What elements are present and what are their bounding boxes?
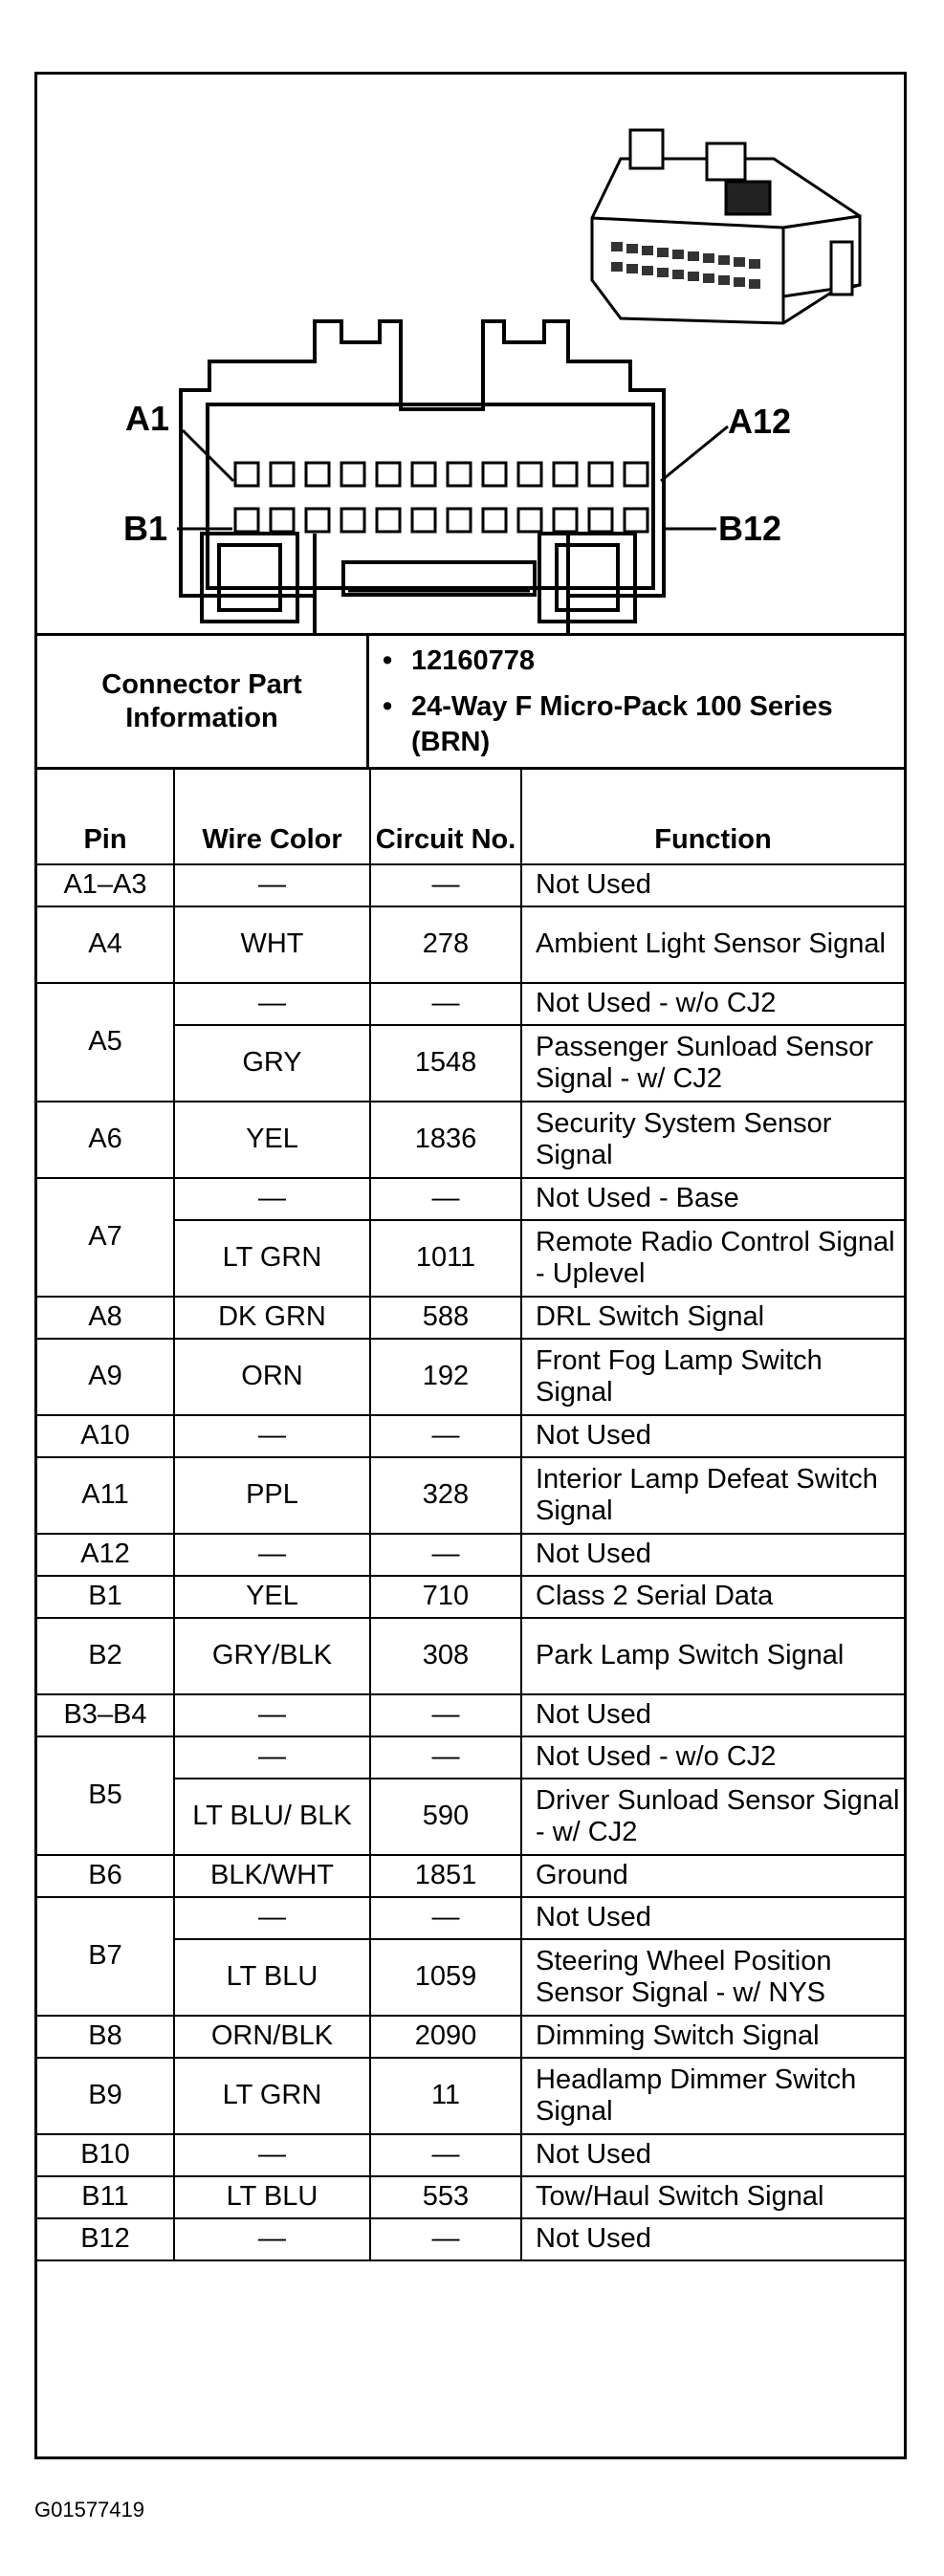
table-row — [37, 1618, 904, 1694]
cell-circuit-no: — — [370, 1534, 521, 1576]
cell-circuit-no: — — [370, 1736, 521, 1779]
table-header-row — [37, 770, 904, 864]
cell-pin: B2 — [37, 1618, 174, 1694]
cell-wire-color: ORN/BLK — [174, 2016, 370, 2058]
cell-function: Not Used — [521, 1415, 904, 1457]
cell-function: Remote Radio Control Signal - Uplevel — [521, 1220, 904, 1297]
cell-pin: B10 — [37, 2134, 174, 2176]
table-row — [37, 2218, 904, 2260]
table-row — [37, 2176, 904, 2218]
cell-circuit-no: 553 — [370, 2176, 521, 2218]
cavity-a6 — [412, 463, 435, 486]
connector-3d-sketch — [592, 130, 860, 323]
cavity-b12 — [625, 509, 648, 532]
cell-circuit-no: 1548 — [370, 1025, 521, 1102]
cell-wire-color: BLK/WHT — [174, 1855, 370, 1897]
part-number: • 12160778 — [411, 644, 904, 678]
cell-wire-color: — — [174, 1736, 370, 1779]
cell-function: Park Lamp Switch Signal — [521, 1618, 904, 1694]
cavity-a12 — [625, 463, 648, 486]
cavity-a10 — [554, 463, 577, 486]
table-row — [37, 864, 904, 906]
cell-pin: B5 — [37, 1736, 174, 1855]
cell-circuit-no: 278 — [370, 906, 521, 983]
table-row — [37, 983, 904, 1025]
cell-function: Not Used — [521, 2218, 904, 2260]
header-circuit-no: Circuit No. — [370, 770, 521, 864]
cell-function: Tow/Haul Switch Signal — [521, 2176, 904, 2218]
cell-circuit-no: 192 — [370, 1339, 521, 1415]
label-a12: A12 — [728, 402, 792, 441]
table-row — [37, 1339, 904, 1415]
cell-circuit-no: 11 — [370, 2058, 521, 2134]
cell-function: Dimming Switch Signal — [521, 2016, 904, 2058]
cell-circuit-no: 1011 — [370, 1220, 521, 1297]
connector-info-label: Connector Part Information — [37, 636, 369, 767]
table-row — [37, 1534, 904, 1576]
cell-circuit-no: 2090 — [370, 2016, 521, 2058]
cell-function: Not Used — [521, 1897, 904, 1939]
cell-circuit-no: — — [370, 2134, 521, 2176]
cell-wire-color: YEL — [174, 1102, 370, 1178]
cell-wire-color: — — [174, 983, 370, 1025]
pinout-table — [37, 770, 904, 2261]
cell-function: Passenger Sunload Sensor Signal - w/ CJ2 — [521, 1025, 904, 1102]
connector-part-information — [37, 636, 904, 770]
cell-circuit-no: 1836 — [370, 1102, 521, 1178]
cavity-a2 — [271, 463, 294, 486]
cell-circuit-no: 308 — [370, 1618, 521, 1694]
header-pin: Pin — [37, 770, 174, 864]
cell-pin: B7 — [37, 1897, 174, 2016]
connector-diagram — [37, 75, 904, 636]
cavity-b2 — [271, 509, 294, 532]
cavity-a7 — [448, 463, 471, 486]
cavity-a5 — [377, 463, 400, 486]
cavity-a4 — [341, 463, 364, 486]
cell-circuit-no: — — [370, 1897, 521, 1939]
cell-wire-color: GRY/BLK — [174, 1618, 370, 1694]
cell-circuit-no: — — [370, 1694, 521, 1736]
cell-circuit-no: — — [370, 1415, 521, 1457]
cell-pin: B6 — [37, 1855, 174, 1897]
cell-wire-color: LT BLU — [174, 2176, 370, 2218]
cell-wire-color: — — [174, 1534, 370, 1576]
cell-function: Not Used - Base — [521, 1178, 904, 1220]
cavity-b9 — [518, 509, 541, 532]
cell-pin: A12 — [37, 1534, 174, 1576]
cell-function: DRL Switch Signal — [521, 1297, 904, 1339]
table-row — [37, 1178, 904, 1220]
cell-pin: B1 — [37, 1576, 174, 1618]
cell-pin: B11 — [37, 2176, 174, 2218]
header-function: Function — [521, 770, 904, 864]
cell-pin: A6 — [37, 1102, 174, 1178]
cavity-b6 — [412, 509, 435, 532]
cavity-b5 — [377, 509, 400, 532]
cell-function: Not Used - w/o CJ2 — [521, 1736, 904, 1779]
header-wire-color: Wire Color — [174, 770, 370, 864]
cell-circuit-no: — — [370, 864, 521, 906]
cell-circuit-no: 590 — [370, 1779, 521, 1855]
cell-circuit-no: 1059 — [370, 1939, 521, 2016]
cell-pin: A4 — [37, 906, 174, 983]
cell-function: Not Used — [521, 2134, 904, 2176]
cavity-a11 — [589, 463, 612, 486]
cell-wire-color: — — [174, 864, 370, 906]
cell-function: Not Used - w/o CJ2 — [521, 983, 904, 1025]
cell-pin: B12 — [37, 2218, 174, 2260]
cavity-b1 — [235, 509, 258, 532]
cell-function: Class 2 Serial Data — [521, 1576, 904, 1618]
cell-wire-color: LT GRN — [174, 1220, 370, 1297]
cell-pin: A11 — [37, 1457, 174, 1534]
cavity-b11 — [589, 509, 612, 532]
cell-wire-color: — — [174, 2134, 370, 2176]
cavity-b7 — [448, 509, 471, 532]
cell-wire-color: GRY — [174, 1025, 370, 1102]
cavity-b4 — [341, 509, 364, 532]
figure-code: G01577419 — [34, 2498, 144, 2521]
connector-end-view-frame — [34, 72, 907, 2459]
cell-wire-color: ORN — [174, 1339, 370, 1415]
label-b1: B1 — [123, 509, 168, 548]
table-row — [37, 2134, 904, 2176]
cell-circuit-no: — — [370, 2218, 521, 2260]
cell-function: Not Used — [521, 1694, 904, 1736]
cell-wire-color: YEL — [174, 1576, 370, 1618]
table-row — [37, 1457, 904, 1534]
cell-wire-color: LT BLU — [174, 1939, 370, 2016]
cell-function: Not Used — [521, 864, 904, 906]
cell-function: Interior Lamp Defeat Switch Signal — [521, 1457, 904, 1534]
cavity-a9 — [518, 463, 541, 486]
cell-pin: B8 — [37, 2016, 174, 2058]
cell-pin: B3–B4 — [37, 1694, 174, 1736]
table-row — [37, 1897, 904, 1939]
cavity-a3 — [306, 463, 329, 486]
cell-wire-color: — — [174, 1178, 370, 1220]
table-row — [37, 1855, 904, 1897]
cell-function: Not Used — [521, 1534, 904, 1576]
table-row — [37, 2016, 904, 2058]
cell-circuit-no: 588 — [370, 1297, 521, 1339]
cell-pin: A1–A3 — [37, 864, 174, 906]
cavity-a8 — [483, 463, 506, 486]
table-row — [37, 1736, 904, 1779]
table-row — [37, 906, 904, 983]
cell-wire-color: LT BLU/ BLK — [174, 1779, 370, 1855]
table-row — [37, 1415, 904, 1457]
label-b12: B12 — [718, 509, 782, 548]
cell-wire-color: WHT — [174, 906, 370, 983]
table-row — [37, 1297, 904, 1339]
cavity-b10 — [554, 509, 577, 532]
cell-pin: A8 — [37, 1297, 174, 1339]
table-row — [37, 1102, 904, 1178]
cell-wire-color: — — [174, 1897, 370, 1939]
cell-function: Ambient Light Sensor Signal — [521, 906, 904, 983]
cell-function: Security System Sensor Signal — [521, 1102, 904, 1178]
cell-circuit-no: 1851 — [370, 1855, 521, 1897]
cell-circuit-no: — — [370, 1178, 521, 1220]
cell-wire-color: — — [174, 1694, 370, 1736]
connector-description: • 24-Way F Micro-Pack 100 Series (BRN) — [411, 689, 904, 759]
cell-pin: A9 — [37, 1339, 174, 1415]
cell-wire-color: PPL — [174, 1457, 370, 1534]
connector-face-drawing — [37, 75, 904, 633]
cell-function: Driver Sunload Sensor Signal - w/ CJ2 — [521, 1779, 904, 1855]
cell-pin: A10 — [37, 1415, 174, 1457]
cell-function: Ground — [521, 1855, 904, 1897]
cell-wire-color: — — [174, 2218, 370, 2260]
table-row — [37, 1694, 904, 1736]
cell-circuit-no: — — [370, 983, 521, 1025]
cell-wire-color: LT GRN — [174, 2058, 370, 2134]
table-row — [37, 1576, 904, 1618]
label-a1: A1 — [125, 399, 170, 438]
cell-function: Headlamp Dimmer Switch Signal — [521, 2058, 904, 2134]
cell-circuit-no: 710 — [370, 1576, 521, 1618]
cell-circuit-no: 328 — [370, 1457, 521, 1534]
cell-wire-color: — — [174, 1415, 370, 1457]
cavity-a1 — [235, 463, 258, 486]
cavity-b3 — [306, 509, 329, 532]
cell-pin: B9 — [37, 2058, 174, 2134]
cell-pin: A7 — [37, 1178, 174, 1297]
cavity-b8 — [483, 509, 506, 532]
table-row — [37, 2058, 904, 2134]
cell-function: Front Fog Lamp Switch Signal — [521, 1339, 904, 1415]
cell-pin: A5 — [37, 983, 174, 1102]
cell-wire-color: DK GRN — [174, 1297, 370, 1339]
cell-function: Steering Wheel Position Sensor Signal - w/ NYS — [521, 1939, 904, 2016]
connector-info-values — [369, 636, 904, 767]
